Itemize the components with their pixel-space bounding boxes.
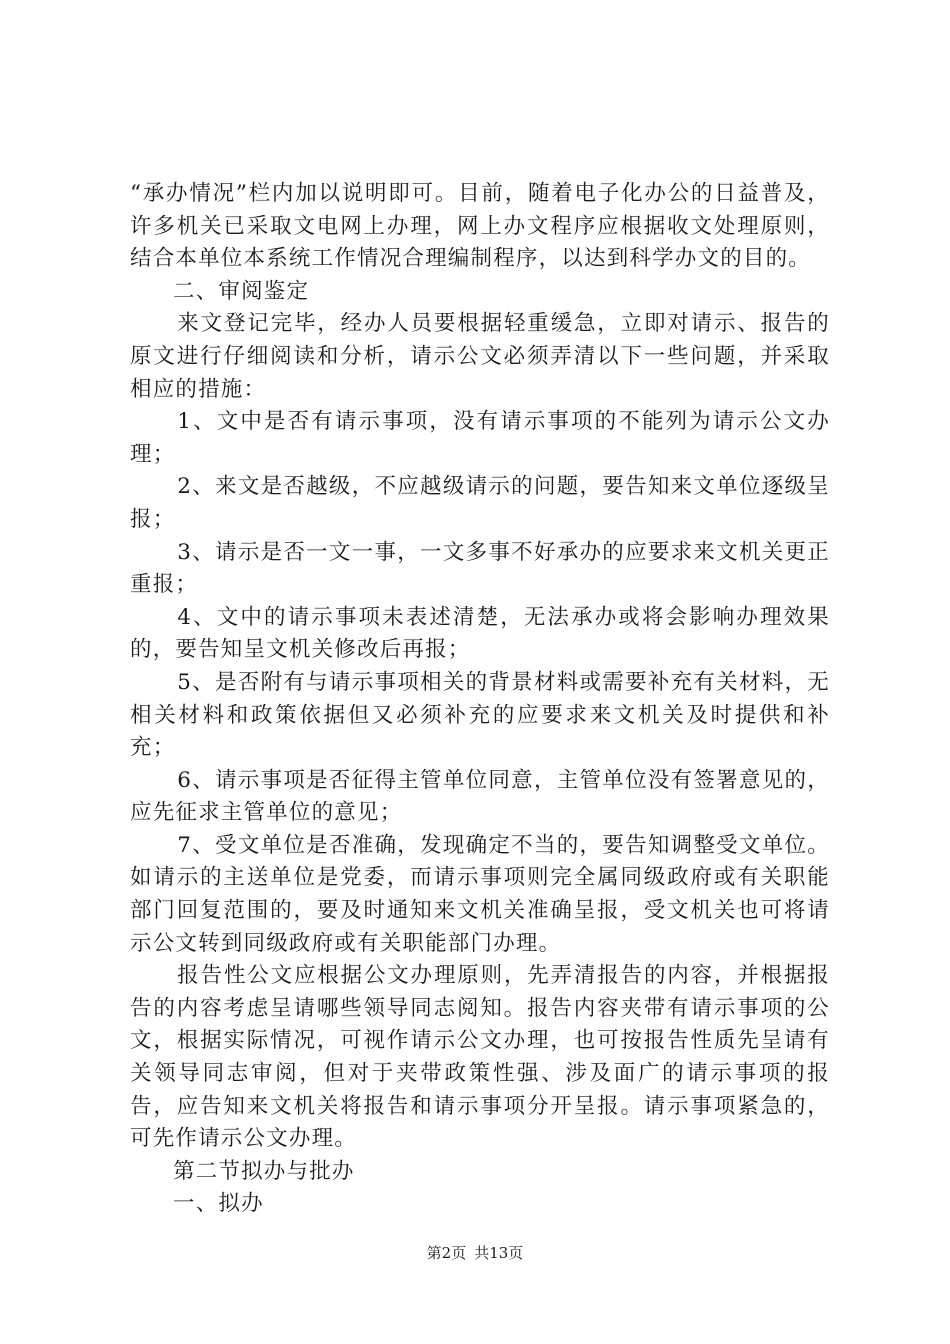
- paragraph-review-intro: 来文登记完毕，经办人员要根据轻重缓急，立即对请示、报告的原文进行仔细阅读和分析，请示公文必须弄清以下一些问题，并采取相应的措施：: [130, 311, 830, 402]
- page-total: 共13页: [474, 1244, 524, 1262]
- section-heading-review: 二、审阅鉴定: [173, 278, 310, 304]
- section-heading-chapter: 第二节拟办与批办: [173, 1158, 355, 1184]
- list-item-3: 3、请示是否一文一事，一文多事不好承办的应要求来文机关更正重报；: [130, 539, 830, 598]
- list-item-4: 4、文中的请示事项未表述清楚，无法承办或将会影响办理效果的，要告知呈文机关修改后再报；: [130, 604, 830, 663]
- section-heading-draft: 一、拟办: [173, 1191, 264, 1217]
- list-item-1: 1、文中是否有请示事项，没有请示事项的不能列为请示公文办理；: [130, 409, 830, 467]
- page-number: 第2页: [426, 1244, 467, 1262]
- list-item-7: 7、受文单位是否准确，发现确定不当的，要告知调整受文单位。如请示的主送单位是党委，而请示事项则完全属同级政府或有关职能部门回复范围的，要及时通知来文机关准确呈报，受文机关也可将请示公文转到同级政府或有关职能部门办理。: [130, 832, 830, 956]
- list-item-2: 2、来文是否越级，不应越级请示的问题，要告知来文单位逐级呈报；: [130, 474, 830, 532]
- paragraph-report-handling: 报告性公文应根据公文办理原则，先弄清报告的内容，并根据报告的内容考虑呈请哪些领导同志阅知。报告内容夹带有请示事项的公文，根据实际情况，可视作请示公文办理，也可按报告性质先呈请有关领导同志审阅，但对于夹带政策性强、涉及面广的请示事项的报告，应告知来文机关将报告和请示事项分开呈报。请示事项紧急的，可先作请示公文办理。: [130, 963, 830, 1152]
- paragraph-continuation: “承办情况”栏内加以说明即可。目前，随着电子化办公的日益普及，许多机关已采取文电网上办理，网上办文程序应根据收文处理原则，结合本单位本系统工作情况合理编制程序，以达到科学办文的目的。: [130, 181, 830, 272]
- list-item-6: 6、请示事项是否征得主管单位同意，主管单位没有签署意见的，应先征求主管单位的意见；: [130, 767, 830, 826]
- document-body: [130, 178, 830, 1221]
- page-footer: [0, 1243, 950, 1263]
- list-item-5: 5、是否附有与请示事项相关的背景材料或需要补充有关材料，无相关材料和政策依据但又必须补充的应要求来文机关及时提供和补充；: [130, 669, 830, 761]
